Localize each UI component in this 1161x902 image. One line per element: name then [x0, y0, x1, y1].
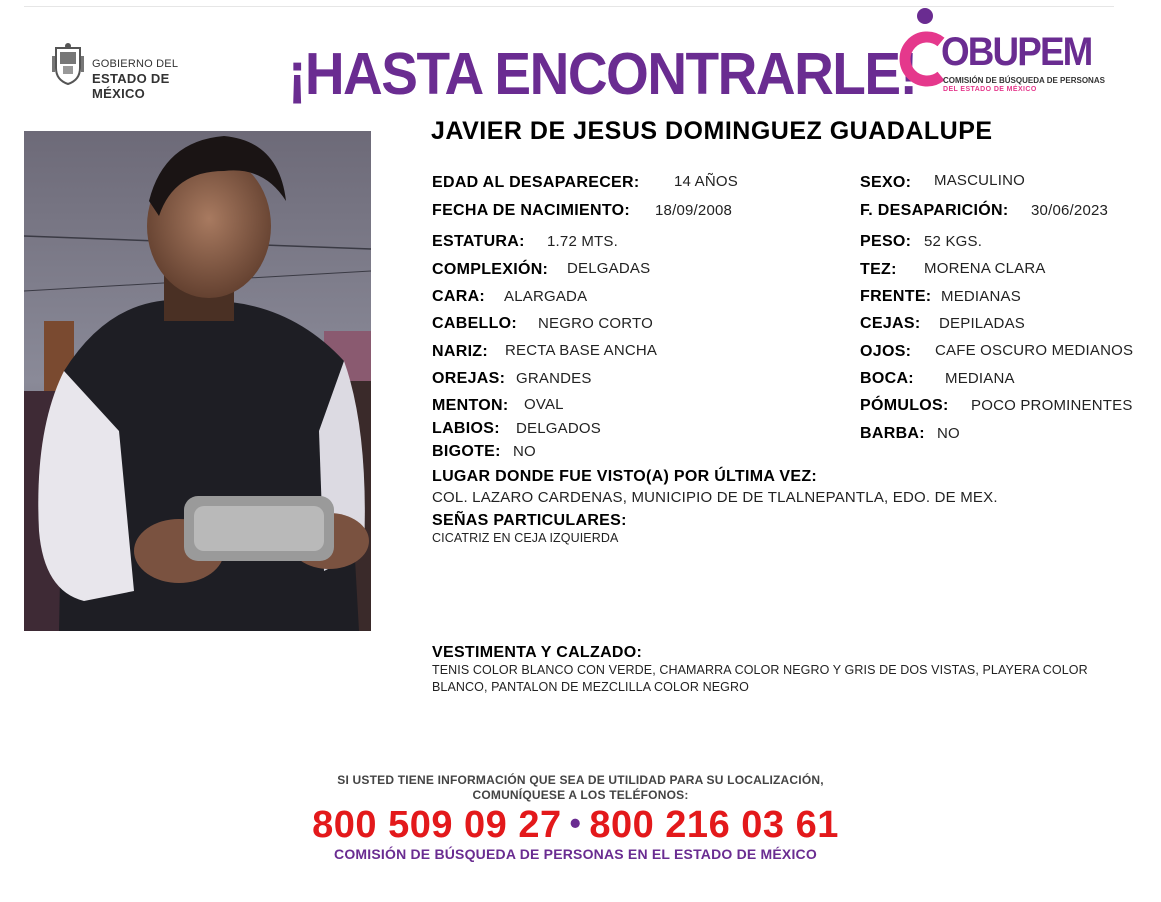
person-name: JAVIER DE JESUS DOMINGUEZ GUADALUPE [431, 117, 993, 145]
nose-label: NARIZ: [432, 343, 489, 360]
hair-value: NEGRO CORTO [538, 315, 653, 332]
disappearance-date-label: F. DESAPARICIÓN: [860, 202, 1009, 219]
phone-number-2[interactable]: 800 216 03 61 [589, 804, 839, 846]
lips-label: LABIOS: [432, 420, 500, 437]
cobupem-logo [897, 8, 1107, 98]
weight-label: PESO: [860, 233, 912, 250]
logo-dot-icon [917, 8, 933, 24]
chin-value: OVAL [524, 396, 564, 413]
cheekbones-value: POCO PROMINENTES [971, 397, 1133, 414]
disappearance-date-value: 30/06/2023 [1031, 202, 1109, 219]
government-label: GOBIERNO DEL [92, 58, 179, 70]
clothing-label: VESTIMENTA Y CALZADO: [432, 644, 643, 661]
complexion-value: MORENA CLARA [924, 260, 1046, 277]
height-value: 1.72 MTS. [547, 233, 618, 250]
person-photo [24, 131, 371, 631]
phone-numbers [0, 804, 1151, 847]
complexion-label: TEZ: [860, 261, 897, 278]
build-value: DELGADAS [567, 260, 651, 277]
build-label: COMPLEXIÓN: [432, 261, 549, 278]
headline: ¡HASTA ENCONTRARLE! [288, 40, 917, 108]
age-label: EDAD AL DESAPARECER: [432, 174, 640, 191]
forehead-value: MEDIANAS [941, 288, 1021, 305]
face-label: CARA: [432, 288, 486, 305]
mouth-label: BOCA: [860, 370, 914, 387]
chin-label: MENTON: [432, 397, 509, 414]
beard-label: BARBA: [860, 425, 925, 442]
logo-subtitle: COMISIÓN DE BÚSQUEDA DE PERSONAS [943, 76, 1105, 85]
age-value: 14 AÑOS [674, 173, 738, 190]
face-value: ALARGADA [504, 288, 588, 305]
last-seen-label: LUGAR DONDE FUE VISTO(A) POR ÚLTIMA VEZ: [432, 468, 818, 485]
footer-info-line-1: SI USTED TIENE INFORMACIÓN QUE SEA DE UTILIDAD PARA SU LOCALIZACIÓN, [337, 773, 824, 787]
eyes-value: CAFE OSCURO MEDIANOS [935, 342, 1134, 359]
birth-date-value: 18/09/2008 [655, 202, 733, 219]
height-label: ESTATURA: [432, 233, 525, 250]
distinctive-marks-label: SEÑAS PARTICULARES: [432, 512, 627, 529]
logo-subtitle-state: DEL ESTADO DE MÉXICO [943, 86, 1037, 93]
bullet-separator: • [569, 805, 582, 841]
eyes-label: OJOS: [860, 343, 912, 360]
coat-of-arms-icon [50, 42, 86, 86]
mustache-label: BIGOTE: [432, 443, 501, 460]
last-seen-value: COL. LAZARO CARDENAS, MUNICIPIO DE DE TLALNEPANTLA, EDO. DE MEX. [432, 489, 998, 506]
government-logo [50, 42, 225, 101]
clothing-line-1: TENIS COLOR BLANCO CON VERDE, CHAMARRA COLOR NEGRO Y GRIS DE DOS VISTAS, PLAYERA COLOR [432, 663, 1088, 677]
sex-label: SEXO: [860, 174, 912, 191]
ears-value: GRANDES [516, 370, 592, 387]
cheekbones-label: PÓMULOS: [860, 397, 949, 414]
mustache-value: NO [513, 443, 536, 460]
top-divider [24, 6, 1114, 7]
distinctive-marks-value: CICATRIZ EN CEJA IZQUIERDA [432, 531, 619, 545]
footer-info-line-2: COMUNÍQUESE A LOS TELÉFONOS: [472, 788, 689, 802]
eyebrows-label: CEJAS: [860, 315, 921, 332]
sex-value: MASCULINO [934, 172, 1025, 189]
eyebrows-value: DEPILADAS [939, 315, 1025, 332]
clothing-line-2: BLANCO, PANTALON DE MEZCLILLA COLOR NEGRO [432, 680, 749, 694]
state-label: ESTADO DE MÉXICO [92, 71, 170, 101]
logo-title: OBUPEM [941, 30, 1092, 74]
footer-organization: COMISIÓN DE BÚSQUEDA DE PERSONAS EN EL ESTADO DE MÉXICO [334, 846, 817, 862]
lips-value: DELGADOS [516, 420, 601, 437]
mouth-value: MEDIANA [945, 370, 1015, 387]
beard-value: NO [937, 425, 960, 442]
ears-label: OREJAS: [432, 370, 506, 387]
phone-number-1[interactable]: 800 509 09 27 [312, 804, 562, 846]
weight-value: 52 KGS. [924, 233, 983, 250]
forehead-label: FRENTE: [860, 288, 932, 305]
nose-value: RECTA BASE ANCHA [505, 342, 658, 359]
hair-label: CABELLO: [432, 315, 518, 332]
birth-date-label: FECHA DE NACIMIENTO: [432, 202, 630, 219]
